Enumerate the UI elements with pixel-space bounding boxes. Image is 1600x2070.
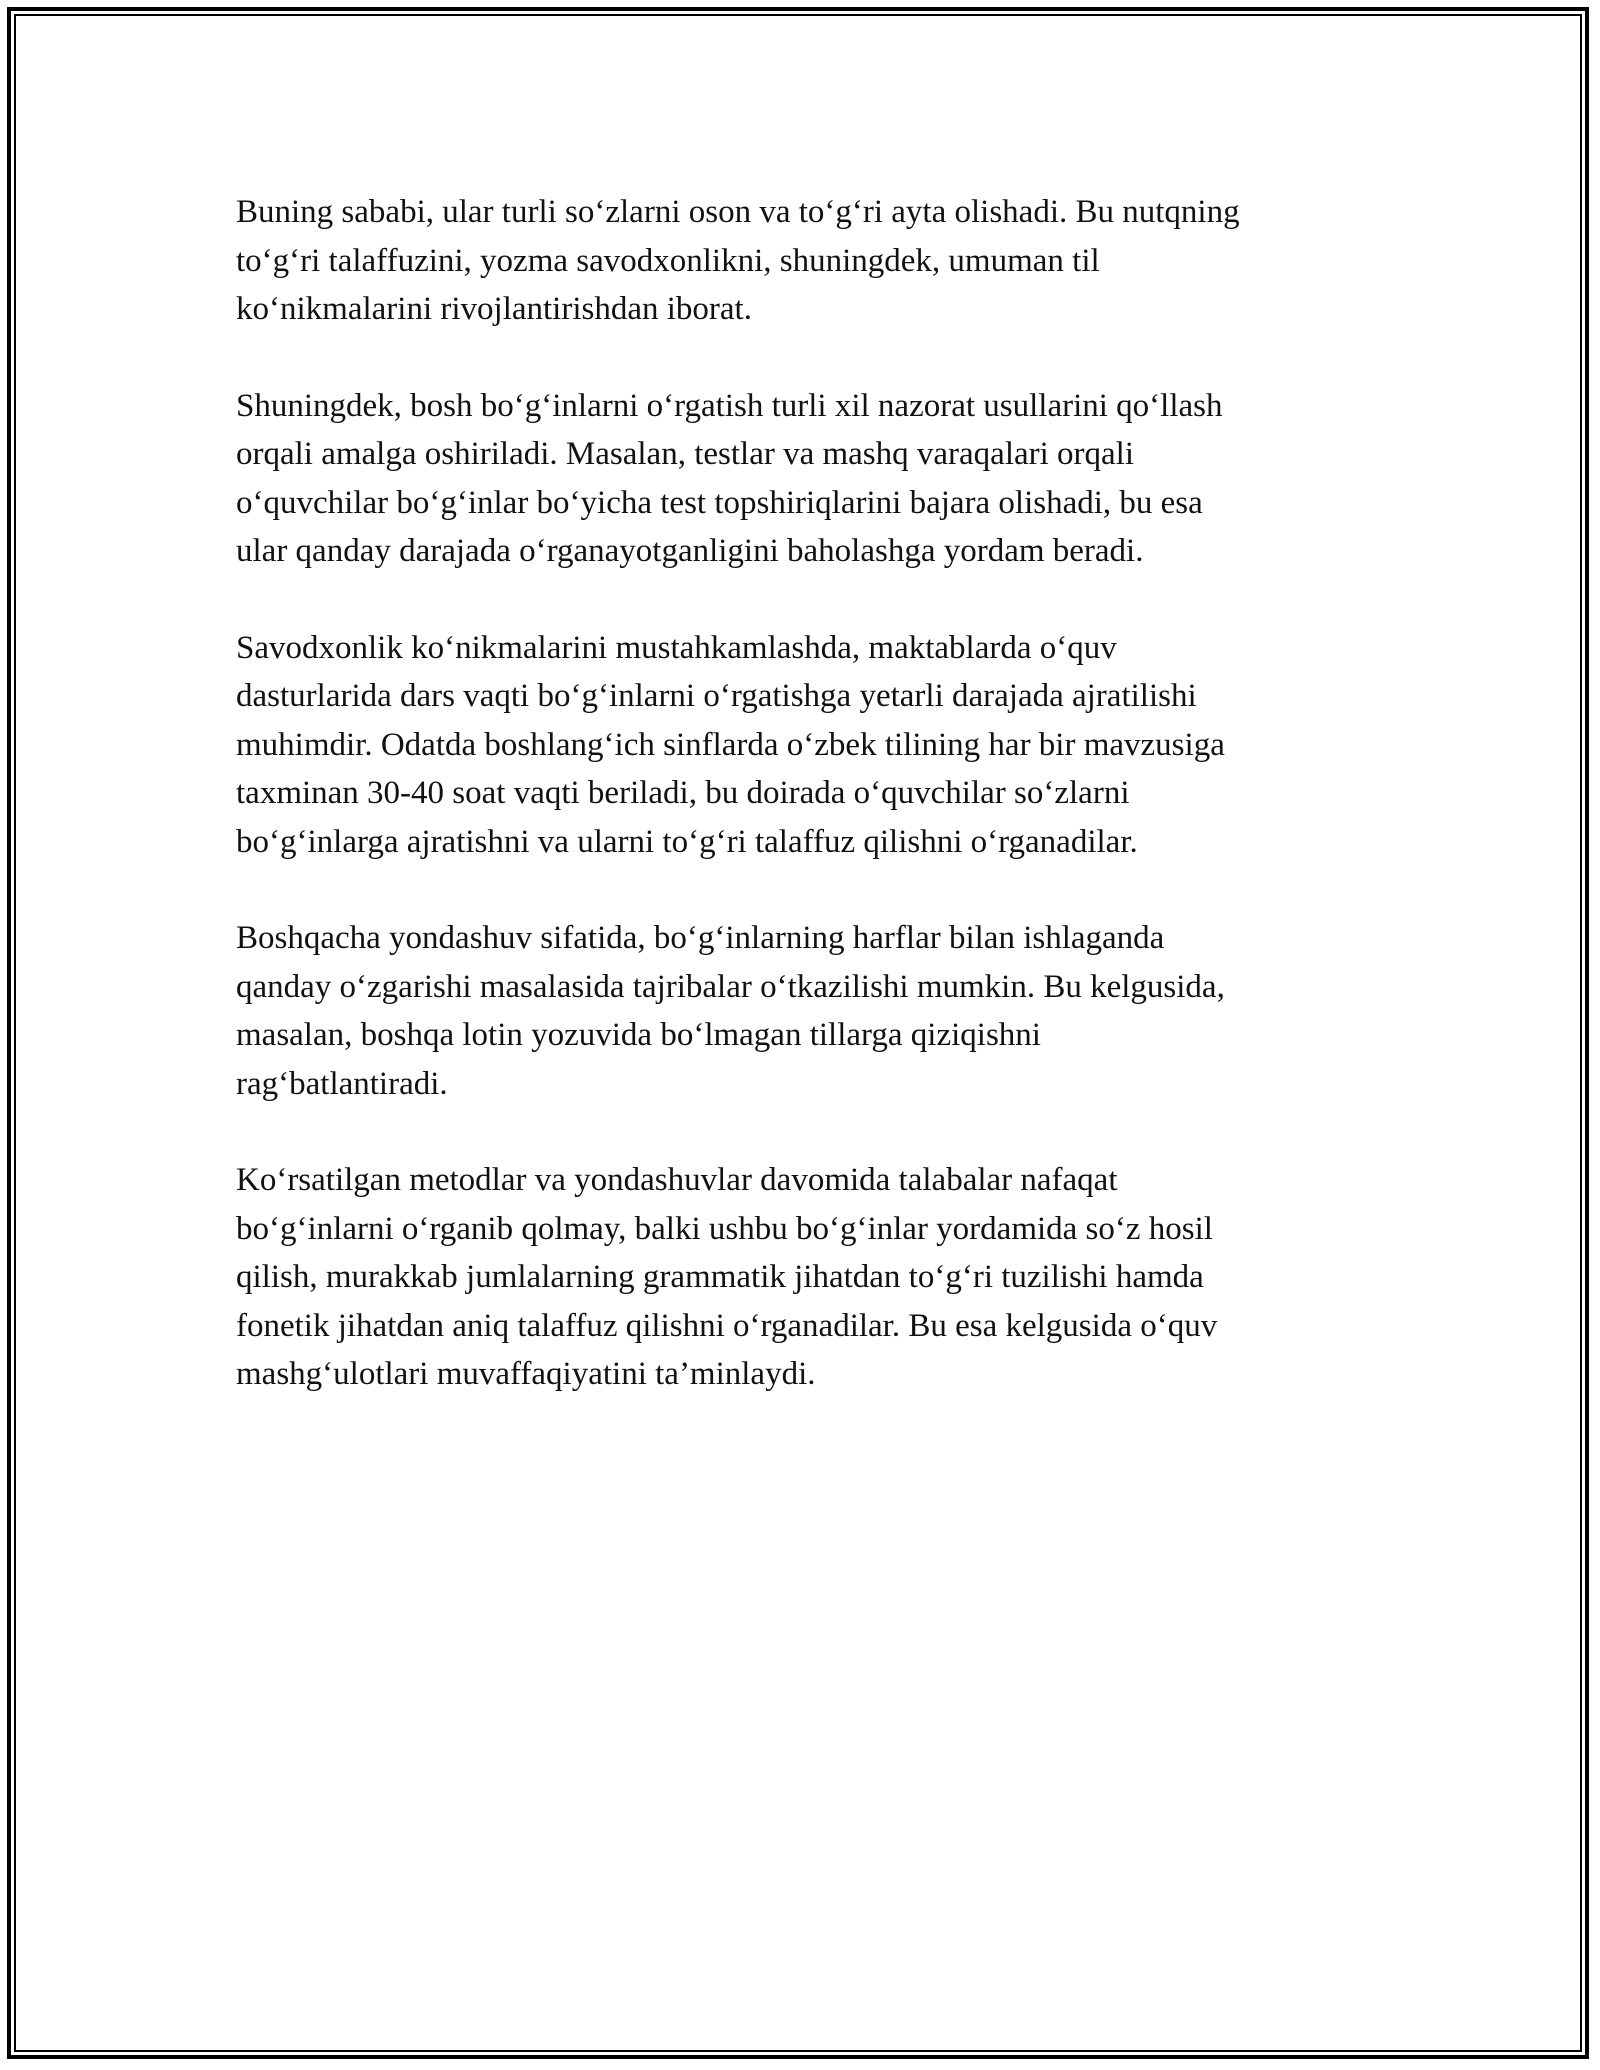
paragraph-1: Buning sababi, ular turli so‘zlarni oson va to‘g‘ri ayta olishadi. Bu nutqning to‘g‘ri talaffuzini, yozma savodxonlikni, shuningdek, umuman til ko‘nikmalarini rivojlantirishdan iborat. <box>236 194 1240 327</box>
paragraph-3: Savodxonlik ko‘nikmalarini mustahkamlashda, maktablarda o‘quv dasturlarida dars vaqti bo‘g‘inlarni o‘rgatishga yetarli darajada ajratilishi muhimdir. Odatda boshlang‘ich sinflarda o‘zbek tilining har bir mavzusiga taxminan 30-40 soat vaqti beriladi, bu doirada o‘quvchilar so‘zlarni bo‘g‘inlarga ajratishni va ularni to‘g‘ri talaffuz qilishni o‘rganadilar. <box>236 629 1225 860</box>
paragraph-4: Boshqacha yondashuv sifatida, bo‘g‘inlarning harflar bilan ishlaganda qanday o‘zgarishi masalasida tajribalar o‘tkazilishi mumkin. Bu kelgusida, masalan, boshqa lotin yozuvida bo‘lmagan tillarga qiziqishni rag‘batlantiradi. <box>236 920 1225 1102</box>
document-body <box>236 188 1386 1447</box>
paragraph-5: Ko‘rsatilgan metodlar va yondashuvlar davomida talabalar nafaqat bo‘g‘inlarni o‘rganib qolmay, balki ushbu bo‘g‘inlar yordamida so‘z hosil qilish, murakkab jumlalarning grammatik jihatdan to‘g‘ri tuzilishi hamda fonetik jihatdan aniq talaffuz qilishni o‘rganadilar. Bu esa kelgusida o‘quv mashg‘ulotlari muvaffaqiyatini ta’minlaydi. <box>236 1162 1218 1392</box>
paragraph-2: Shuningdek, bosh bo‘g‘inlarni o‘rgatish turli xil nazorat usullarini qo‘llash orqali amalga oshiriladi. Masalan, testlar va mashq varaqalari orqali o‘quvchilar bo‘g‘inlar bo‘yicha test topshiriqlarini bajara olishadi, bu esa ular qanday darajada o‘rganayotganligini baholashga yordam beradi. <box>236 387 1223 569</box>
